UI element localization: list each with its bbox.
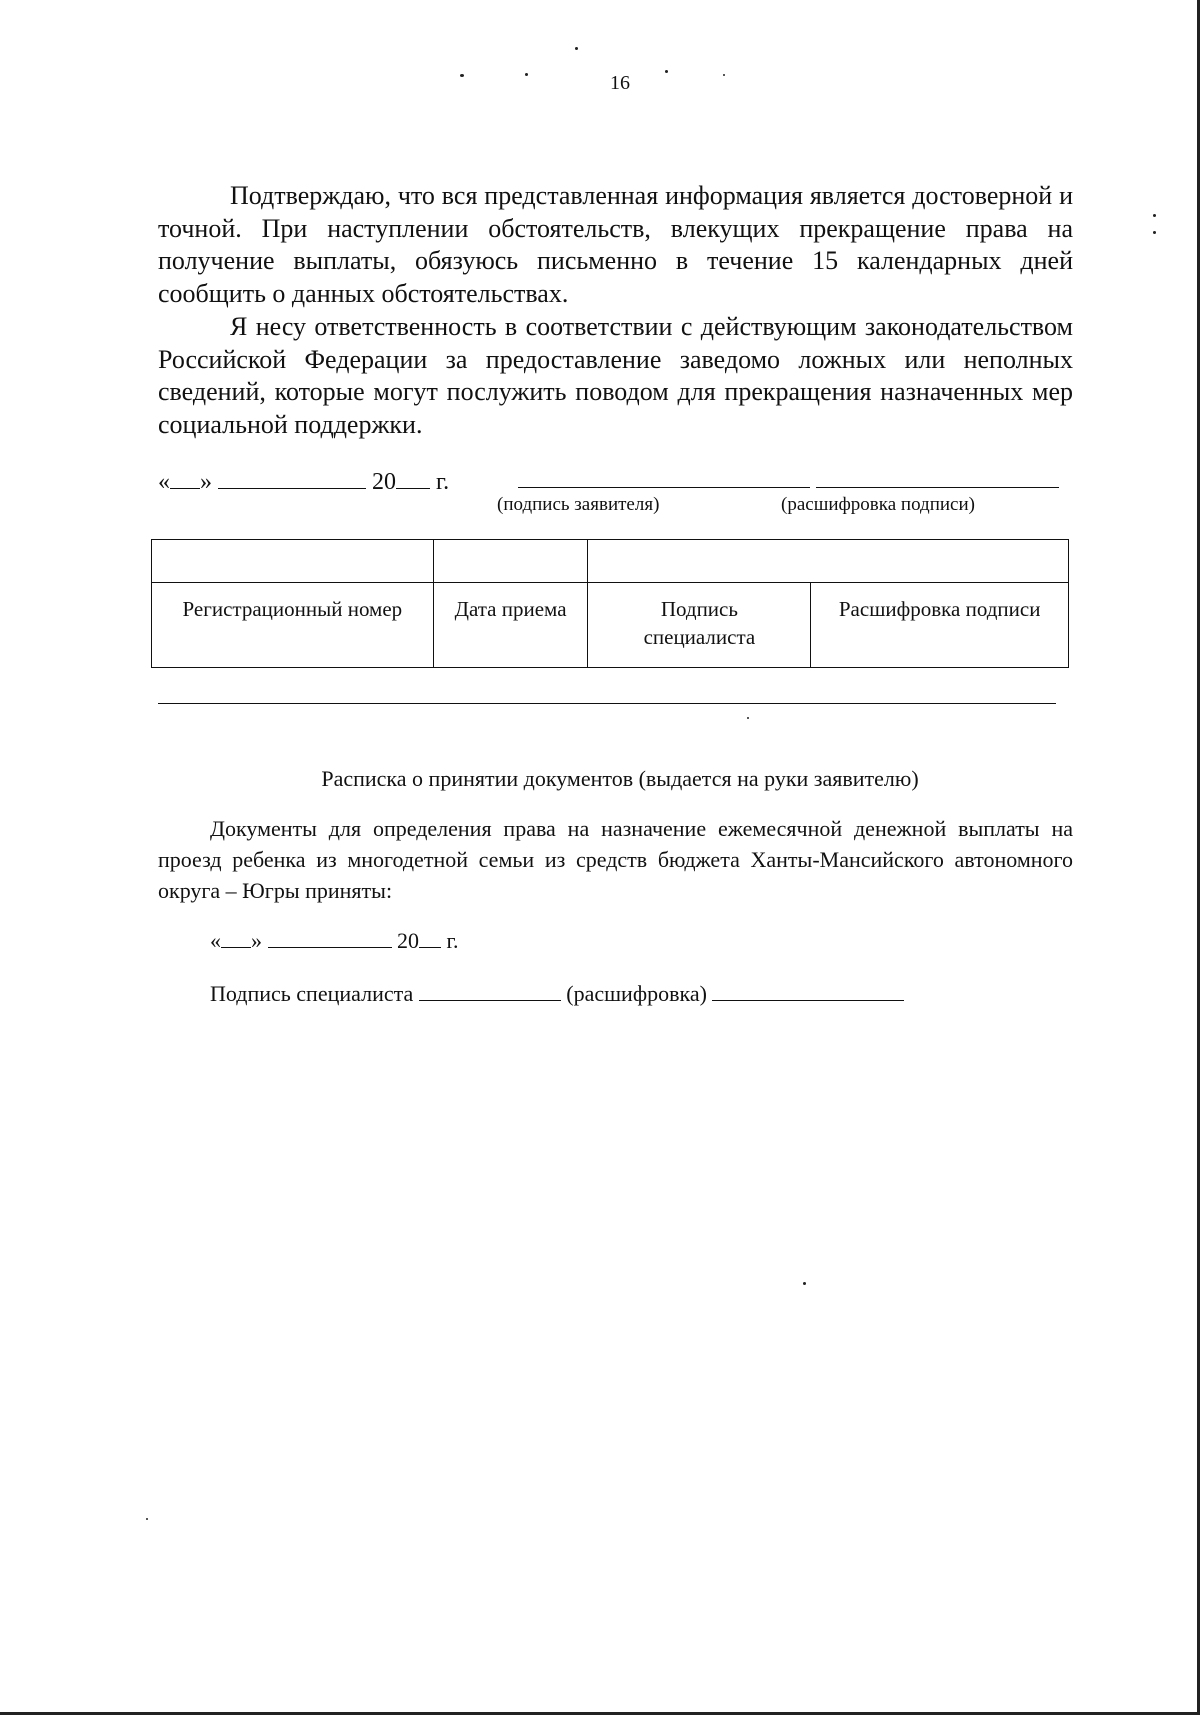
year-prefix: 20 [372, 469, 396, 495]
receipt-date-line [210, 925, 459, 954]
registration-table [151, 539, 1069, 668]
receipt-body-text: Документы для определения права на назначение ежемесячной денежной выплаты на проезд ребенка из многодетной семьи из средств бюджета Ханты-Мансийского автономного округа – Югры приняты: [158, 816, 1073, 903]
close-quote: » [200, 469, 212, 495]
day-blank[interactable] [170, 466, 200, 489]
year-prefix: 20 [397, 928, 419, 953]
page-number: 16 [610, 72, 630, 94]
confirmation-paragraph [158, 180, 1073, 310]
header-registration-number: Регистрационный номер [152, 583, 434, 668]
decoding-caption: (расшифровка подписи) [781, 494, 975, 515]
day-blank[interactable] [221, 925, 251, 948]
liability-text: Я несу ответственность в соответствии с действующим законодательством Российской Федерации за предоставление заведомо ложных или неполных сведений, которые могут послужить поводом для прекращения назначенных мер социальной поддержки. [158, 312, 1073, 439]
open-quote: « [210, 928, 221, 953]
month-blank[interactable] [268, 925, 392, 948]
decoding-label: (расшифровка) [566, 981, 707, 1006]
receipt-title: Расписка о принятии документов (выдается на руки заявителю) [321, 766, 919, 791]
liability-paragraph [158, 311, 1073, 441]
reception-date-cell[interactable] [433, 540, 588, 583]
decoding-blank[interactable] [712, 978, 904, 1001]
applicant-date-line [158, 466, 449, 496]
close-quote: » [251, 928, 262, 953]
year-blank[interactable] [396, 466, 430, 489]
header-specialist-signature: Подпись специалиста [588, 583, 811, 668]
receipt-body [158, 813, 1073, 906]
table-row [152, 540, 1069, 583]
signature-caption: (подпись заявителя) [497, 494, 660, 515]
specialist-signature-cell[interactable] [588, 540, 1069, 583]
month-blank[interactable] [218, 466, 366, 489]
year-blank[interactable] [419, 925, 441, 948]
receipt-signature-line [210, 978, 904, 1007]
specialist-signature-label: Подпись специалиста [210, 981, 414, 1006]
specialist-signature-blank[interactable] [419, 978, 561, 1001]
open-quote: « [158, 469, 170, 495]
header-signature-decoding: Расшифровка подписи [811, 583, 1069, 668]
separator-line [158, 703, 1056, 704]
year-suffix: г. [436, 469, 450, 495]
applicant-decoding-line[interactable] [816, 487, 1059, 488]
registration-number-cell[interactable] [152, 540, 434, 583]
confirmation-text: Подтверждаю, что вся представленная информация является достоверной и точной. При наступлении обстоятельств, влекущих прекращение права на получение выплаты, обязуюсь письменно в течение 15 календарных дней сообщить о данных обстоятельствах. [158, 181, 1073, 308]
header-reception-date: Дата приема [433, 583, 588, 668]
table-row [152, 583, 1069, 668]
year-suffix: г. [446, 928, 459, 953]
applicant-signature-line[interactable] [518, 487, 810, 488]
